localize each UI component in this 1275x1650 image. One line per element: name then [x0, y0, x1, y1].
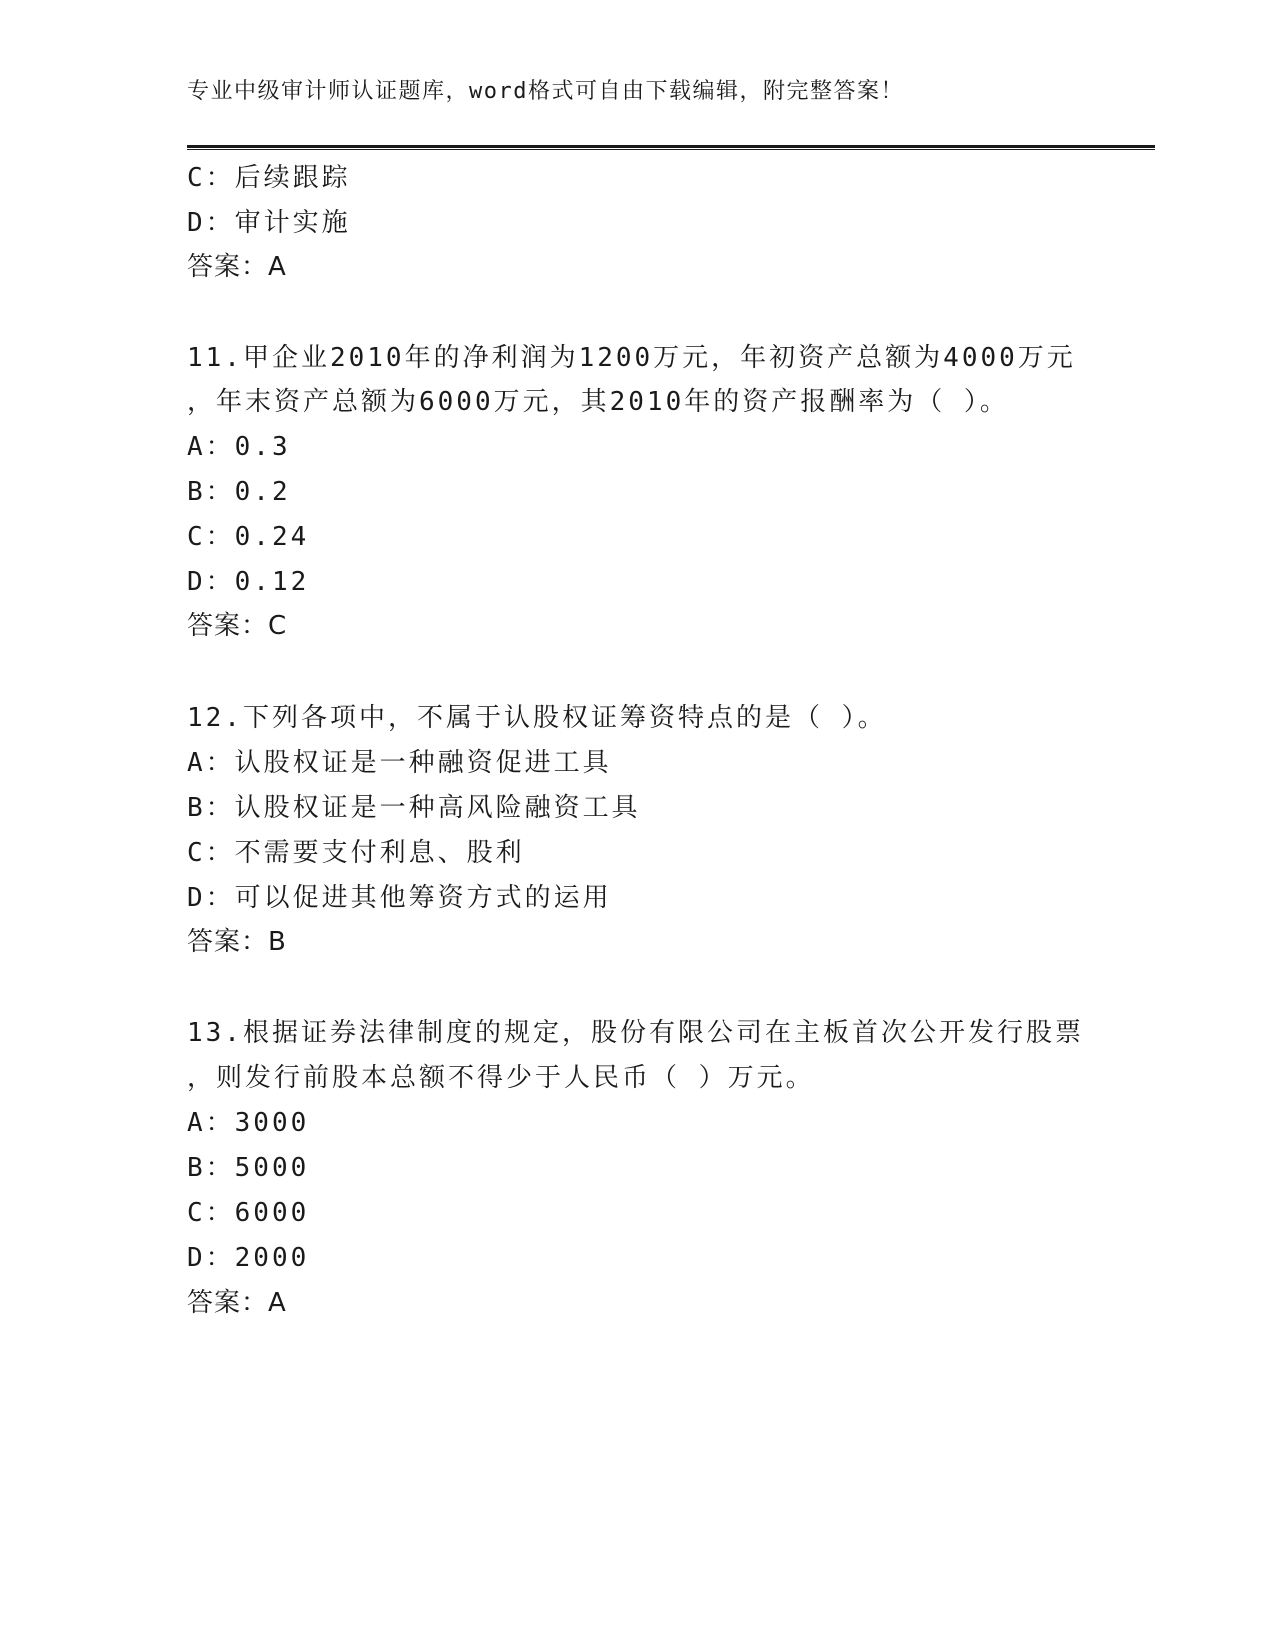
option-line: B：认股权证是一种高风险融资工具 — [187, 793, 641, 823]
question-stem: ，则发行前股本总额不得少于人民币（ ）万元。 — [187, 1063, 815, 1093]
option-line: D：可以促进其他筹资方式的运用 — [187, 883, 612, 913]
answer-line: 答案：A — [187, 252, 287, 282]
option-line: C：0.24 — [187, 522, 310, 552]
answer-line: 答案：C — [187, 611, 288, 641]
option-line: B：0.2 — [187, 477, 291, 507]
option-line: C：不需要支付利息、股利 — [187, 838, 525, 868]
option-line: C：后续跟踪 — [187, 163, 351, 193]
page-header: 专业中级审计师认证题库，word格式可自由下载编辑，附完整答案！ — [187, 79, 904, 104]
question-stem: 12.下列各项中，不属于认股权证筹资特点的是（ ）。 — [187, 703, 887, 733]
option-line: A：认股权证是一种融资促进工具 — [187, 748, 612, 778]
question-stem: 11.甲企业2010年的净利润为1200万元，年初资产总额为4000万元 — [187, 343, 1076, 373]
answer-line: 答案：B — [187, 927, 287, 957]
header-rule — [187, 145, 1155, 150]
option-line: B：5000 — [187, 1153, 310, 1183]
option-line: D：审计实施 — [187, 208, 351, 238]
option-line: A：0.3 — [187, 432, 291, 462]
question-stem: 13.根据证券法律制度的规定，股份有限公司在主板首次公开发行股票 — [187, 1018, 1084, 1048]
option-line: D：2000 — [187, 1243, 310, 1273]
option-line: C：6000 — [187, 1198, 310, 1228]
question-stem: ，年末资产总额为6000万元，其2010年的资产报酬率为（ ）。 — [187, 387, 1009, 417]
option-line: A：3000 — [187, 1108, 310, 1138]
option-line: D：0.12 — [187, 567, 310, 597]
answer-line: 答案：A — [187, 1288, 287, 1318]
